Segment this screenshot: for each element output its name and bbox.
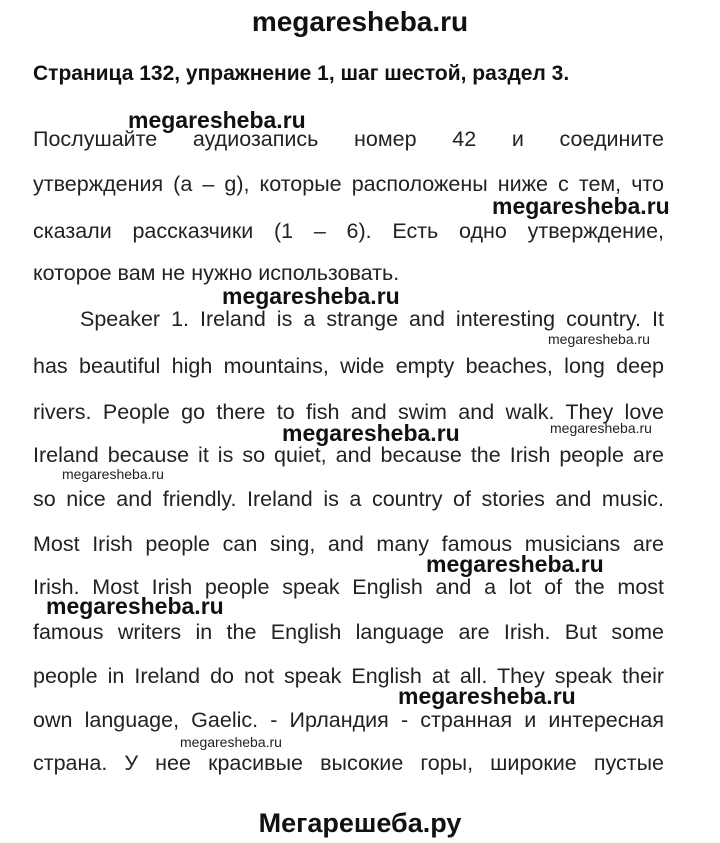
site-footer: Мегарешеба.ру bbox=[258, 808, 462, 838]
page-heading: Страница 132, упражнение 1, шаг шестой, раздел 3. bbox=[33, 62, 570, 85]
watermark: megaresheba.ru bbox=[128, 107, 306, 133]
watermark: megaresheba.ru bbox=[426, 551, 604, 577]
watermark: megaresheba.ru bbox=[398, 683, 576, 709]
speaker-line: Speaker 1. Ireland is a strange and interesting country. It bbox=[80, 307, 664, 331]
watermark: megaresheba.ru bbox=[282, 420, 460, 446]
speaker-line: Irish. Most Irish people speak English and a lot of the most bbox=[33, 575, 664, 599]
speaker-line: famous writers in the English language are Irish. But some bbox=[33, 620, 664, 644]
speaker-line: Ireland because it is so quiet, and because the Irish people are bbox=[33, 443, 664, 467]
site-header: megaresheba.ru bbox=[251, 6, 469, 37]
instruction-line: Послушайте аудиозапись номер 42 и соедините bbox=[33, 127, 664, 151]
watermark: megaresheba.ru bbox=[180, 734, 282, 750]
speaker-line: has beautiful high mountains, wide empty beaches, long deep bbox=[33, 354, 664, 378]
watermark: megaresheba.ru bbox=[222, 283, 400, 309]
speaker-line: so nice and friendly. Ireland is a country of stories and music. bbox=[33, 487, 664, 511]
speaker-line: people in Ireland do not speak English at all. They speak their bbox=[33, 664, 664, 688]
speaker-line: rivers. People go there to fish and swim and walk. They love bbox=[33, 400, 664, 424]
watermark: megaresheba.ru bbox=[46, 593, 224, 619]
speaker-line: страна. У нее красивые высокие горы, широкие пустые bbox=[33, 751, 664, 775]
instruction-line: утверждения (a – g), которые расположены ниже с тем, что bbox=[33, 172, 664, 196]
watermark: megaresheba.ru bbox=[550, 420, 652, 436]
watermark: megaresheba.ru bbox=[492, 193, 670, 219]
speaker-line: Most Irish people can sing, and many famous musicians are bbox=[33, 532, 664, 556]
instruction-line: которое вам не нужно использовать. bbox=[33, 261, 400, 285]
watermark: megaresheba.ru bbox=[548, 331, 650, 347]
speaker-line: own language, Gaelic. - Ирландия - странная и интересная bbox=[33, 708, 664, 732]
instruction-line: сказали рассказчики (1 – 6). Есть одно утверждение, bbox=[33, 219, 664, 243]
watermark: megaresheba.ru bbox=[62, 466, 164, 482]
